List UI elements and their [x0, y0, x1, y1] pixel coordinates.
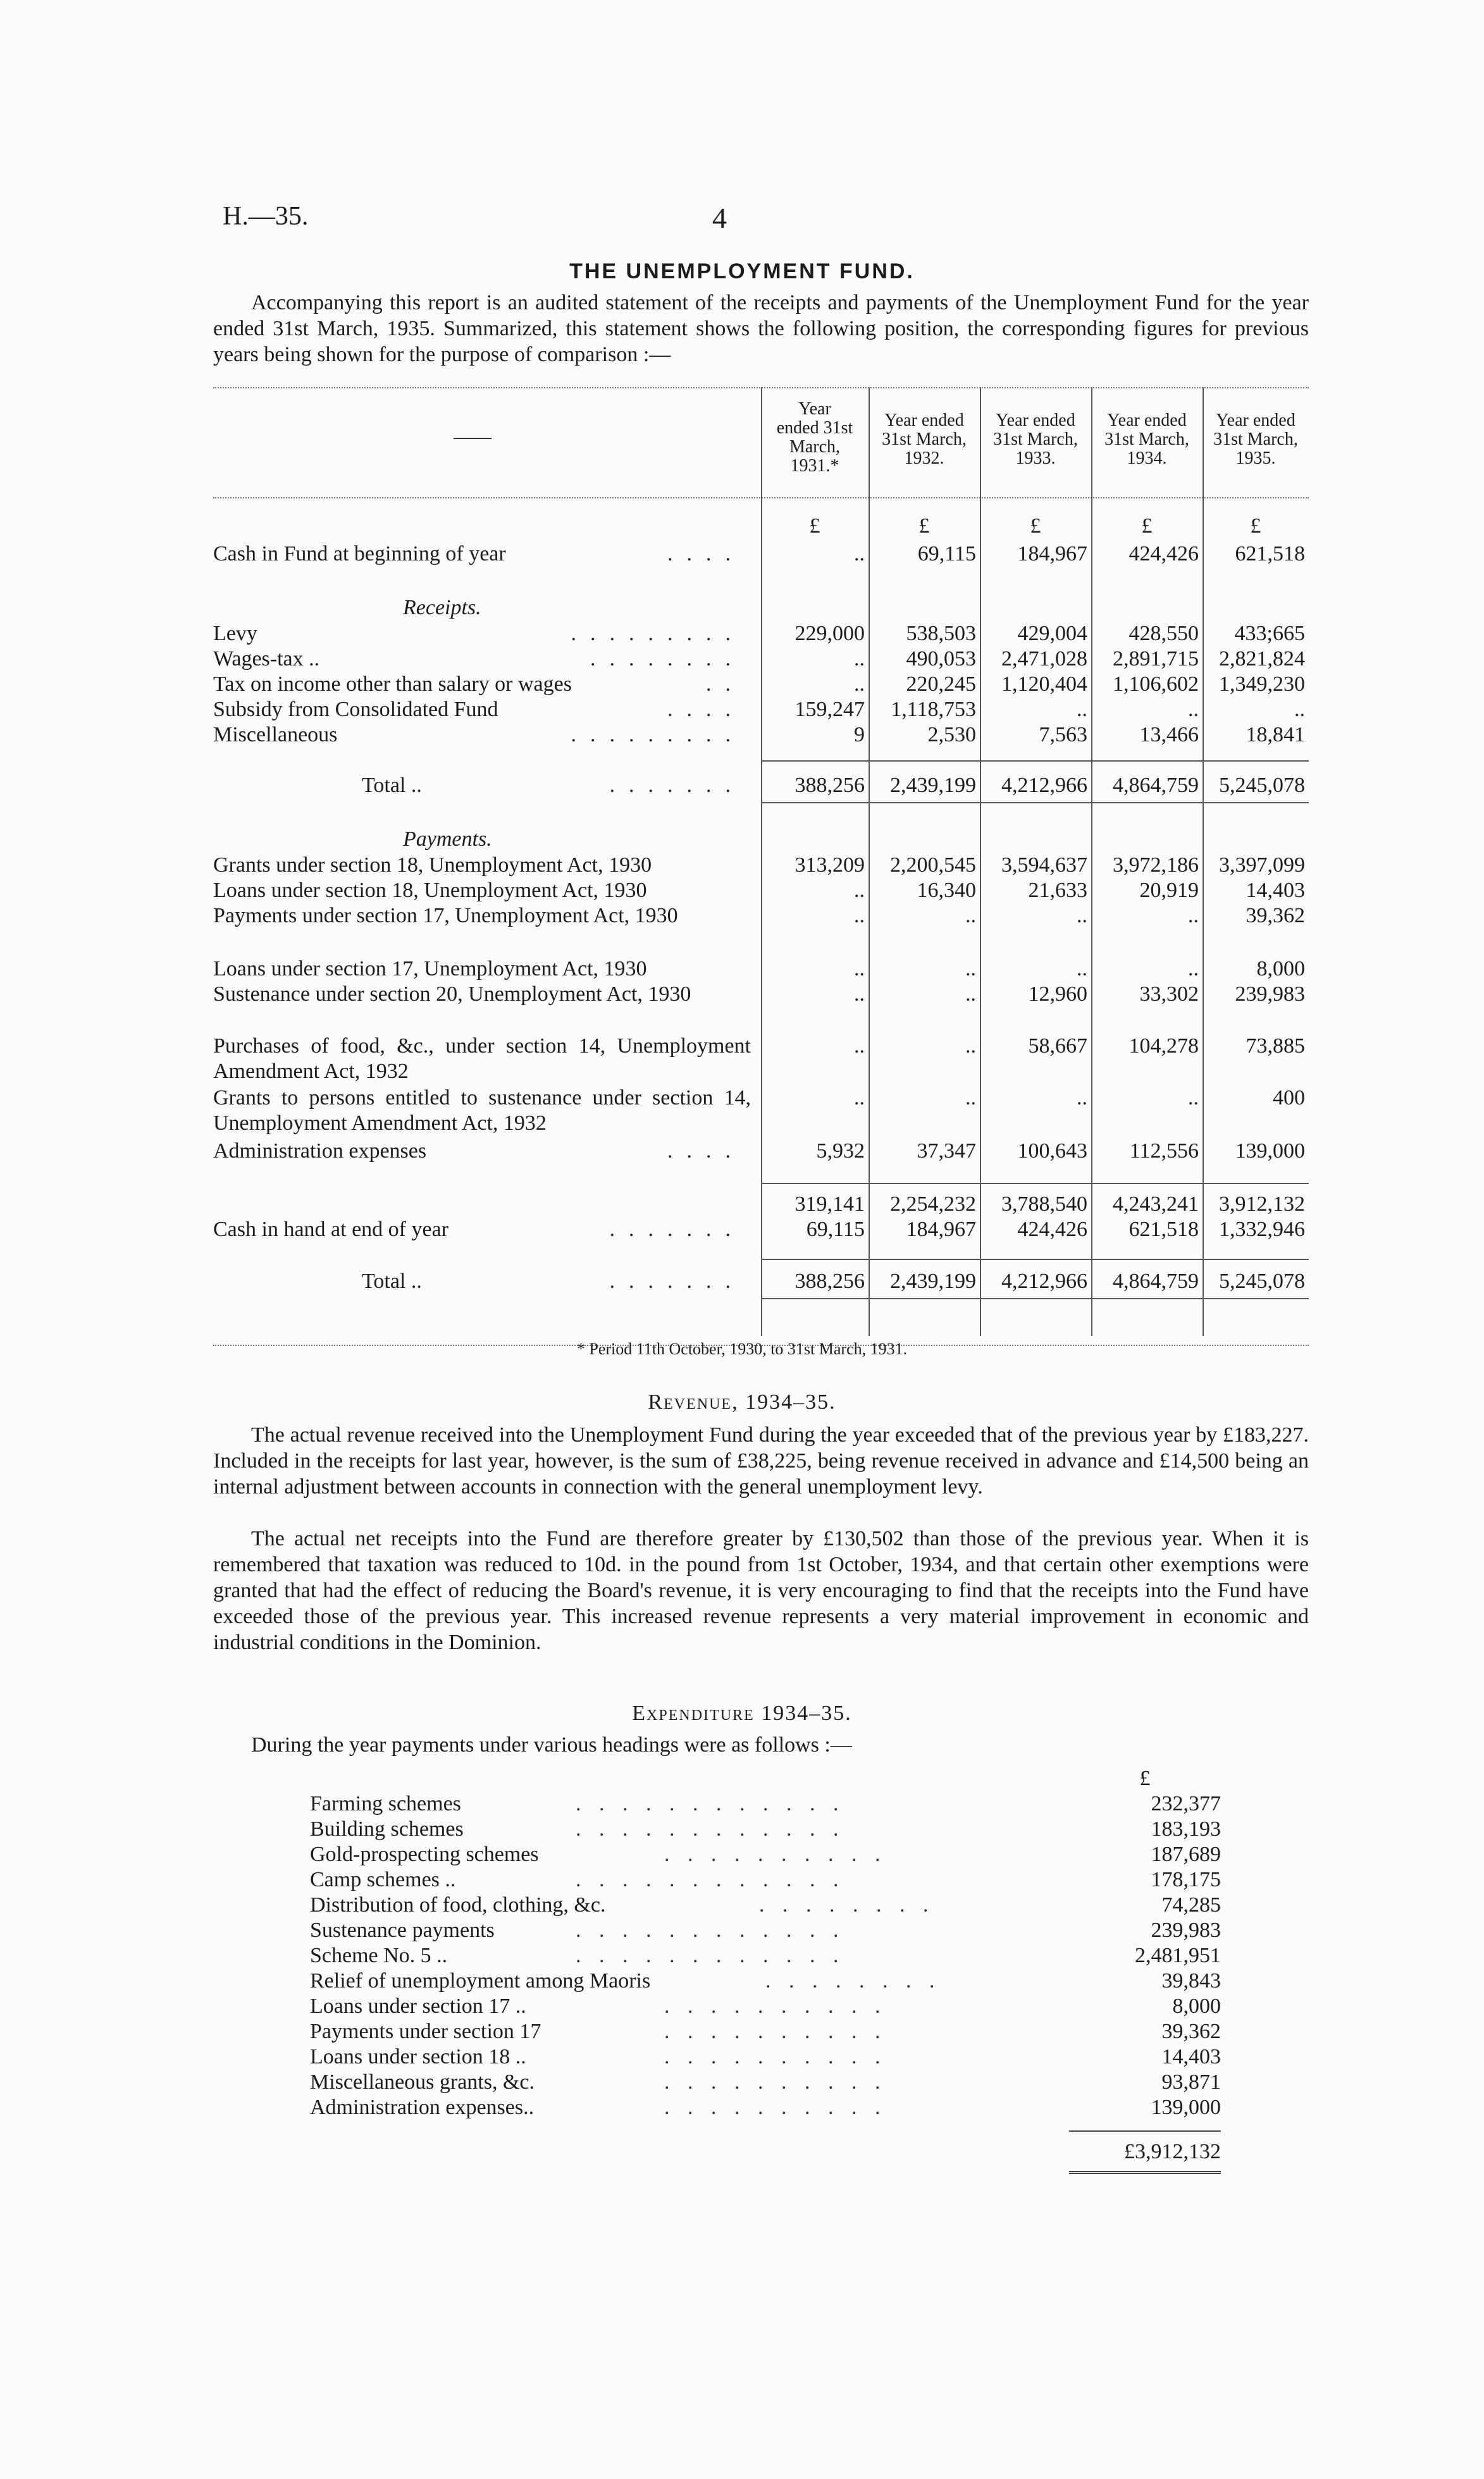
table-row: Wages-tax .. ........ .. 490,053 2,471,028 2,891,715 2,821,824: [213, 647, 1305, 671]
list-item: Loans under section 18 .. . . . . . . . . . . 14,403: [310, 2045, 1221, 2068]
payments-heading: Payments.: [403, 827, 492, 851]
subtotal-rule: [761, 1183, 1309, 1184]
revenue-paragraph-2: The actual net receipts into the Fund are therefore greater by £130,502 than those of the previous year. When it is remembered that taxation was reduced to 10d. in the pound from 1st October, 1934, and that certain other exemptions were granted that had the effect of reducing the Board's revenue, it is very encouraging to find that the receipts into the Fund have exceeded those of the previous year. This increased revenue represents a very material improvement in economic and industrial conditions in the Dominion.: [213, 1527, 1309, 1654]
total-double-rule: [1069, 2171, 1221, 2174]
revenue-heading: Revenue, 1934–35.: [648, 1390, 836, 1414]
table-row: .. .. 58,667 104,278 73,885: [854, 1034, 1305, 1058]
table-row-cash-begin: Cash in Fund at beginning of year .... .. 69,115 184,967 424,426 621,518: [213, 542, 1305, 566]
document-reference: H.—35.: [223, 202, 309, 231]
table-row-payments-subtotal: 319,141 2,254,232 3,788,540 4,243,241 3,912,132: [795, 1192, 1305, 1216]
sustenance-20-label: Sustenance under section 20, Unemployment Act, 1930: [213, 982, 691, 1006]
table-row: Miscellaneous ......... 9 2,530 7,563 13,466 18,841: [213, 723, 1305, 746]
list-item: Scheme No. 5 .. . . . . . . . . . . . . 2,481,951: [310, 1944, 1221, 1967]
list-item: Administration expenses.. . . . . . . . . . . 139,000: [310, 2096, 1221, 2119]
subtotal-rule: [761, 1259, 1309, 1260]
column-header-1935: Year ended 31st March, 1935.: [1213, 411, 1298, 468]
receipts-heading: Receipts.: [403, 596, 481, 619]
table-row: .. .. .. .. 39,362: [854, 904, 1305, 927]
currency-symbol: £: [1250, 514, 1261, 538]
table-row: Administration expenses .... 5,932 37,347 100,643 112,556 139,000: [213, 1139, 1305, 1163]
currency-symbol: £: [918, 514, 930, 538]
list-item: Loans under section 17 .. . . . . . . . . . . 8,000: [310, 1994, 1221, 2018]
table-row-grand-total: Total .. ....... 388,256 2,439,199 4,212,966 4,864,759 5,245,078: [362, 1270, 1305, 1293]
table-row: Loans under section 17, Unemployment Act, 1930 .. .. .. .. 8,000: [213, 957, 1305, 980]
grants-sustenance-label: Grants to persons entitled to sustenance under section 14, Unemployment Amendment Act, 1932: [213, 1086, 751, 1135]
table-row: .. .. 12,960 33,302 239,983: [854, 982, 1305, 1006]
table-row: Tax on income other than salary or wages .. .. 220,245 1,120,404 1,106,602 1,349,230: [213, 672, 1305, 696]
total-rule: [1069, 2130, 1221, 2132]
purchases-food-label: Purchases of food, &c., under section 14, Unemployment Amendment Act, 1932: [213, 1034, 751, 1083]
fund-comparison-table: [213, 387, 1309, 1336]
column-header-1931: Year ended 31st March, 1931.*: [776, 399, 853, 476]
column-header-1932: Year ended 31st March, 1932.: [882, 411, 967, 468]
revenue-paragraph-1: The actual revenue received into the Unemployment Fund during the year exceeded that of the previous year by £183,227. Included in the receipts for last year, however, is the sum of £38,225, being revenue received in advance and £14,500 being an internal adjustment between accounts in connection with the general unemployment levy.: [213, 1423, 1309, 1499]
list-item: Building schemes . . . . . . . . . . . . 183,193: [310, 1817, 1221, 1841]
page-title: THE UNEMPLOYMENT FUND.: [569, 259, 915, 283]
table-row: Levy ......... 229,000 538,503 429,004 428,550 433;665: [213, 622, 1305, 645]
currency-symbol: £: [1139, 1767, 1151, 1790]
list-item: Distribution of food, clothing, &c. . . . . . . . . 74,285: [310, 1893, 1221, 1917]
list-item: Relief of unemployment among Maoris . . . . . . . . 39,843: [310, 1969, 1221, 1993]
table-row: Grants under section 18, Unemployment Act, 1930 313,209 2,200,545 3,594,637 3,972,186 3,397,099: [213, 853, 1305, 877]
table-footnote: * Period 11th October, 1930, to 31st March, 1931.: [576, 1340, 908, 1358]
list-item: Payments under section 17 . . . . . . . . . . 39,362: [310, 2020, 1221, 2043]
list-item: Farming schemes . . . . . . . . . . . . 232,377: [310, 1792, 1221, 1815]
payments-17-label: Payments under section 17, Unemployment Act, 1930: [213, 904, 678, 927]
table-row: Loans under section 18, Unemployment Act, 1930 .. 16,340 21,633 20,919 14,403: [213, 879, 1305, 902]
list-item: Miscellaneous grants, &c. . . . . . . . . . . 93,871: [310, 2070, 1221, 2094]
intro-paragraph: Accompanying this report is an audited statement of the receipts and payments of the Unemployment Fund for the year ended 31st March, 1935. Summarized, this statement shows the following position, the corresponding figures for previous years being shown for the purpose of comparison :—: [213, 291, 1309, 366]
subtotal-rule: [761, 1298, 1309, 1299]
table-row-receipts-total: Total .. ....... 388,256 2,439,199 4,212,966 4,864,759 5,245,078: [362, 774, 1305, 797]
blank-heading: ——: [454, 426, 492, 447]
currency-symbol: £: [1141, 514, 1153, 538]
list-item: Camp schemes .. . . . . . . . . . . . . 178,175: [310, 1868, 1221, 1891]
expenditure-currency-row: [310, 1766, 1221, 1789]
currency-symbol: £: [1030, 514, 1041, 538]
table-row-cash-end: Cash in hand at end of year ....... 69,115 184,967 424,426 621,518 1,332,946: [213, 1218, 1305, 1241]
table-row: Subsidy from Consolidated Fund .... 159,247 1,118,753 .. .. ..: [213, 698, 1305, 721]
subtotal-rule: [761, 760, 1309, 762]
currency-row: [213, 514, 1309, 539]
list-item: Gold-prospecting schemes . . . . . . . . . . 187,689: [310, 1843, 1221, 1866]
table-row: .. .. .. .. 400: [854, 1086, 1305, 1110]
subtotal-rule: [761, 802, 1309, 803]
column-header-1934: Year ended 31st March, 1934.: [1104, 411, 1189, 468]
expenditure-intro: During the year payments under various headings were as follows :—: [251, 1733, 852, 1757]
expenditure-total: £3,912,132: [1124, 2140, 1221, 2163]
expenditure-heading: Expenditure 1934–35.: [632, 1702, 852, 1725]
column-header-1933: Year ended 31st March, 1933.: [993, 411, 1078, 468]
currency-symbol: £: [809, 514, 820, 538]
list-item: Sustenance payments . . . . . . . . . . . . 239,983: [310, 1919, 1221, 1942]
page-number: 4: [712, 202, 727, 234]
